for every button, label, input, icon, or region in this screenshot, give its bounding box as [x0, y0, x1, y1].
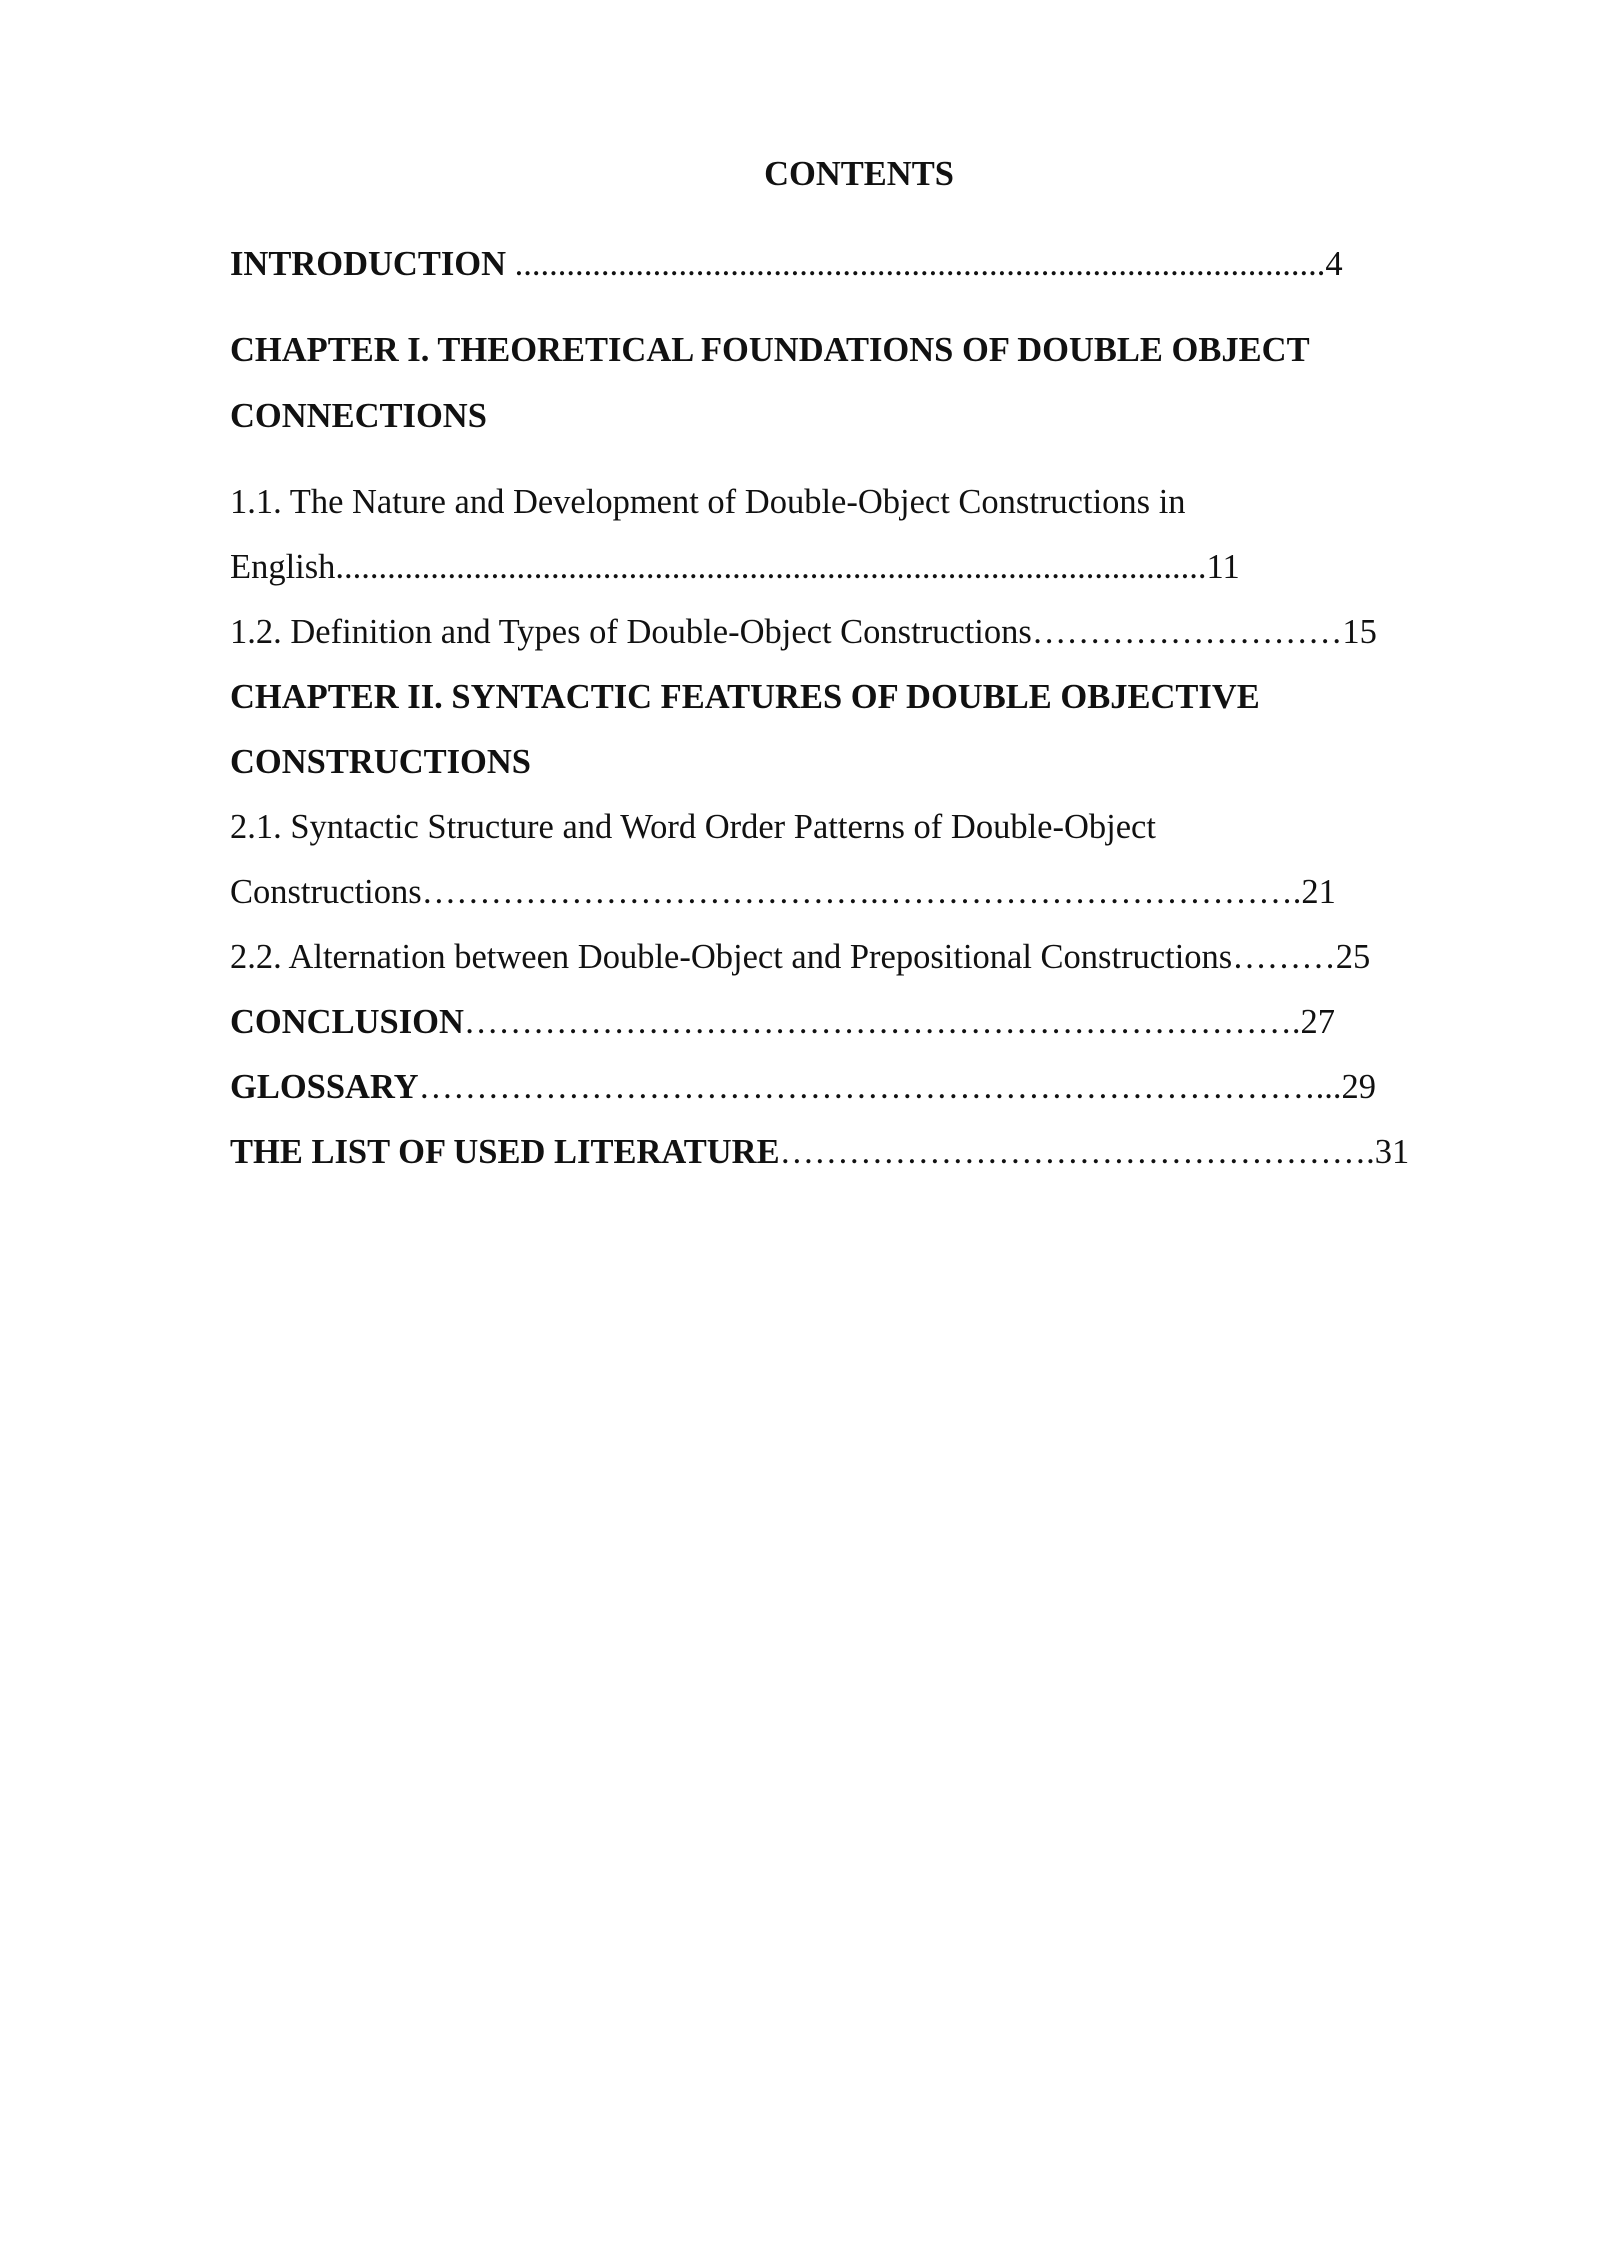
toc-heading-text: CONNECTIONS [230, 397, 487, 435]
toc-entry-glossary [230, 1067, 1376, 1107]
toc-heading-chapter-2-cont [230, 742, 531, 782]
toc-entry-leader: ..............................................................................................4 [506, 245, 1343, 283]
toc-entry-leader: ………………………15 [1031, 613, 1377, 651]
toc-heading-chapter-1 [230, 330, 1310, 370]
toc-entry-label: 1.2. Definition and Types of Double-Object Constructions [230, 613, 1032, 651]
toc-entry-label: 2.2. Alternation between Double-Object and Prepositional Constructions [230, 938, 1233, 976]
toc-entry-label: English [230, 548, 336, 586]
toc-heading-text: CONSTRUCTIONS [230, 743, 531, 781]
toc-entry-leader: ………………………………….……………………………….21 [421, 873, 1336, 911]
toc-heading-chapter-1-cont [230, 396, 487, 436]
toc-entry-1-1-cont [230, 547, 1240, 587]
toc-entry-literature [230, 1132, 1409, 1172]
toc-entry-label: THE LIST OF USED LITERATURE [230, 1133, 780, 1171]
toc-entry-leader: .....................................................................................................11 [335, 548, 1240, 586]
toc-heading-chapter-2 [230, 677, 1260, 717]
toc-entry-2-2 [230, 937, 1370, 977]
toc-entry-2-1 [230, 807, 1156, 847]
toc-heading-text: CHAPTER I. THEORETICAL FOUNDATIONS OF DOUBLE OBJECT [230, 331, 1310, 369]
toc-entry-leader: ……………………………………………………………….27 [463, 1003, 1335, 1041]
toc-entry-1-1 [230, 482, 1186, 522]
toc-entry-label: Constructions [230, 873, 422, 911]
toc-entry-label: GLOSSARY [230, 1068, 419, 1106]
toc-entry-label: INTRODUCTION [230, 245, 507, 283]
toc-entry-leader: ……………………………………………………………………...29 [418, 1068, 1376, 1106]
toc-entry-2-1-cont [230, 872, 1336, 912]
page-title: CONTENTS [764, 155, 954, 193]
toc-entry-conclusion [230, 1002, 1335, 1042]
toc-entry-label: 1.1. The Nature and Development of Double-Object Constructions in [230, 483, 1186, 521]
toc-entry-label: CONCLUSION [230, 1003, 464, 1041]
toc-entry-introduction [230, 244, 1343, 284]
toc-entry-label: 2.1. Syntactic Structure and Word Order Patterns of Double-Object [230, 808, 1156, 846]
toc-entry-leader: …………………………………………….31 [779, 1133, 1410, 1171]
toc-heading-text: CHAPTER II. SYNTACTIC FEATURES OF DOUBLE OBJECTIVE [230, 678, 1260, 716]
toc-entry-leader: ………25 [1232, 938, 1371, 976]
toc-entry-1-2 [230, 612, 1377, 652]
